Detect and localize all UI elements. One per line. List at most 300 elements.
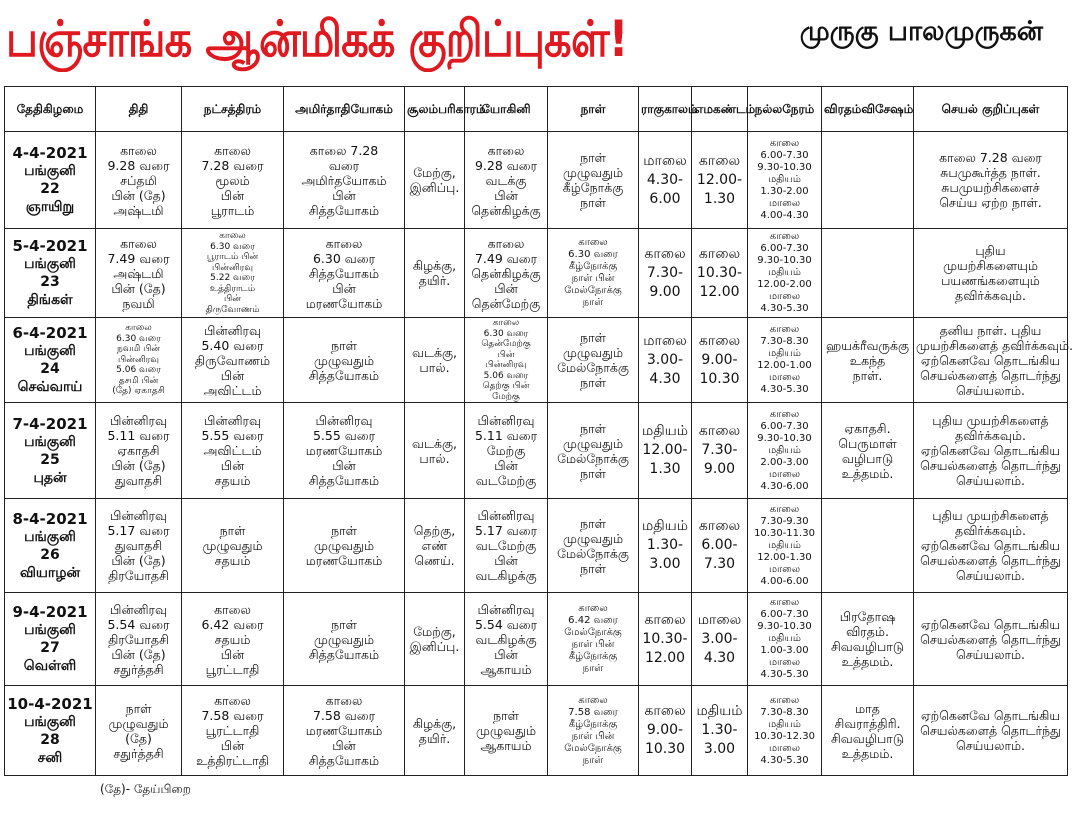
- cell-line: 6.30 வரை: [116, 333, 161, 344]
- cell-line: பூராடம் பின்: [206, 252, 259, 262]
- cell-soolam: [405, 132, 465, 229]
- table-row: [5, 132, 1068, 229]
- cell-star: [182, 593, 284, 686]
- cell-line: 10.30-: [642, 630, 688, 647]
- cell-line: சதயம்: [214, 631, 251, 647]
- cell-line: மாலை: [768, 372, 801, 383]
- cell-line: சதயம்: [214, 473, 251, 488]
- cell-line: சித்தயோகம்: [308, 265, 380, 281]
- cell-line: மேல்நோக்கு: [557, 545, 629, 561]
- cell-line: பின்: [220, 187, 245, 203]
- cell-line: 7.30-8.30: [760, 706, 809, 718]
- author-name: முருகு பாலமுருகன்: [799, 16, 1043, 47]
- cell-line: காலை: [120, 142, 157, 158]
- cell-line: மேற்கு: [486, 443, 526, 458]
- cell-thithi: [96, 499, 182, 593]
- cell-rahu: [639, 499, 692, 593]
- cell-line: சித்தயோகம்: [308, 202, 380, 218]
- cell-line: பரிகாரம்: [438, 101, 486, 116]
- cell-line: பெருமாள்: [838, 435, 897, 451]
- cell-line: 4.30-6.00: [760, 480, 809, 492]
- cell-line: பூரட்டாதி: [205, 723, 260, 738]
- cell-line: விரதம்: [824, 101, 862, 116]
- cell-line: முழுவதும்: [313, 538, 375, 553]
- header-seyal: [914, 87, 1068, 132]
- cell-line: திதி: [128, 101, 149, 116]
- cell-line: காலை: [219, 231, 246, 241]
- cell-line: 1.00-3.00: [760, 645, 809, 656]
- cell-line: காலை: [769, 324, 800, 335]
- cell-line: சித்தயோகம்: [308, 473, 380, 488]
- cell-line: காலை: [214, 142, 251, 158]
- header-naal: [548, 87, 639, 132]
- cell-line: திரயோதசி: [108, 631, 169, 647]
- cell-line: 28: [40, 731, 60, 748]
- cell-soolam: [405, 403, 465, 499]
- cell-line: தவிர்க்கவும்.: [955, 428, 1026, 443]
- cell-line: காலை: [487, 142, 525, 158]
- cell-line: மதியம்: [768, 633, 801, 644]
- cell-line: பின்னிரவு: [204, 322, 261, 338]
- cell-line: தனிய நாள். புதிய: [939, 322, 1042, 338]
- cell-yogini: [465, 403, 548, 499]
- cell-line: ஏகாதசி: [117, 443, 160, 458]
- cell-line: காலை: [769, 138, 800, 149]
- cell-line: 27: [40, 640, 60, 656]
- cell-rahu: [639, 593, 692, 686]
- cell-yogam: [284, 499, 405, 593]
- cell-line: 24: [40, 361, 60, 377]
- panchangam-table: [4, 86, 1073, 776]
- cell-line: நல்ல: [754, 101, 783, 116]
- cell-line: பங்குனி: [24, 713, 76, 730]
- cell-line: தசமி பின்: [118, 375, 159, 386]
- cell-line: பங்குனி: [24, 256, 76, 272]
- cell-line: திருவோணம்: [194, 352, 271, 368]
- cell-line: எண்: [421, 538, 448, 553]
- cell-yogam: [284, 593, 405, 686]
- cell-viradham: [822, 499, 914, 593]
- cell-line: 25: [40, 451, 60, 468]
- cell-line: எம: [694, 101, 714, 116]
- cell-line: ஏற்கெனவே தொடங்கிய: [920, 352, 1061, 368]
- cell-line: காலை: [698, 152, 741, 169]
- cell-yogini: [465, 132, 548, 229]
- header-nalla: [748, 87, 822, 132]
- cell-star: [182, 132, 284, 229]
- cell-line: தவிர்க்கவும்.: [955, 523, 1026, 538]
- cell-line: பின்னிரவு: [110, 508, 167, 523]
- cell-line: பங்குனி: [24, 622, 76, 638]
- cell-line: மதியம்: [768, 539, 801, 551]
- cell-line: நாள் பின்: [571, 273, 615, 284]
- cell-line: பங்குனி: [24, 433, 76, 450]
- cell-line: தென்மேற்கு: [481, 339, 531, 349]
- cell-line: 4.30-5.30: [760, 669, 809, 680]
- cell-line: காலை: [644, 611, 686, 628]
- cell-line: 1.30-: [701, 722, 738, 738]
- cell-line: காலை: [698, 332, 741, 349]
- cell-line: 12.00-1.00: [757, 360, 812, 371]
- cell-line: 6.42 வரை: [201, 616, 264, 632]
- cell-line: 26: [40, 546, 60, 563]
- cell-line: தவிர்க்கவும்.: [955, 288, 1026, 303]
- cell-line: மதியம்: [768, 267, 801, 278]
- cell-line: பின் (தே): [111, 553, 166, 568]
- cell-line: தெற்கு பின்: [482, 381, 530, 391]
- cell-line: மதியம்: [641, 423, 688, 439]
- cell-line: மதியம்: [641, 518, 688, 534]
- cell-line: மாலை: [768, 198, 801, 209]
- cell-line: செயல்களைத் தொடர்ந்து: [920, 631, 1061, 647]
- cell-line: 6.00-: [701, 537, 738, 553]
- cell-line: மதியம்: [768, 718, 801, 730]
- cell-star: [182, 499, 284, 593]
- cell-line: மரணயோகம்: [305, 295, 383, 311]
- cell-line: மாலை: [697, 611, 742, 628]
- cell-line: 9.00: [703, 461, 736, 477]
- cell-line: 12.00-2.00: [757, 279, 812, 290]
- cell-seyal: [914, 593, 1068, 686]
- cell-yogini: [465, 499, 548, 593]
- cell-line: மேல்நோக்கு: [564, 627, 622, 638]
- cell-seyal: [914, 229, 1068, 318]
- cell-line: 7.28 வரை: [201, 157, 264, 173]
- cell-line: செயல்களைத் தொடர்ந்து: [920, 723, 1061, 738]
- cell-line: பங்குனி: [24, 343, 76, 359]
- cell-line: தெற்கு,: [413, 523, 456, 538]
- cell-line: சூலம்: [407, 101, 439, 116]
- cell-soolam: [405, 686, 465, 776]
- cell-viradham: [822, 229, 914, 318]
- cell-line: பின்: [494, 458, 518, 473]
- cell-line: ஆகாயம்: [480, 661, 532, 677]
- cell-thithi: [96, 318, 182, 403]
- cell-line: பின்: [220, 738, 245, 753]
- cell-line: 7.49 வரை: [474, 250, 538, 266]
- cell-nalla: [748, 318, 822, 403]
- cell-line: நாள்: [125, 700, 152, 716]
- cell-line: மேற்கு,: [413, 624, 456, 639]
- cell-line: பின்: [494, 646, 518, 662]
- cell-date: [5, 686, 96, 776]
- cell-nalla: [748, 403, 822, 499]
- cell-naal: [548, 593, 639, 686]
- cell-line: 9.30-10.30: [757, 432, 812, 444]
- cell-line: மதியம்: [768, 348, 801, 359]
- cell-line: சிவராத்திரி.: [834, 715, 901, 731]
- cell-line: செய்யலாம்.: [955, 473, 1026, 488]
- cell-line: கீழ்நோக்கு: [568, 261, 618, 272]
- cell-yogini: [465, 686, 548, 776]
- cell-line: 6.00: [649, 190, 681, 207]
- cell-line: ணெய்.: [414, 553, 455, 568]
- cell-line: துவாதசி: [114, 473, 163, 488]
- cell-thithi: [96, 132, 182, 229]
- cell-line: 9-4-2021: [12, 603, 88, 621]
- cell-line: தயிர்.: [418, 730, 451, 746]
- page-header: [0, 0, 1071, 82]
- cell-line: 7-4-2021: [12, 414, 88, 433]
- cell-line: 10.30-12.30: [754, 730, 815, 742]
- cell-line: நாள்: [580, 330, 606, 345]
- cell-line: மேல்நோக்கு: [564, 285, 622, 296]
- cell-line: 7.30-8.30: [760, 336, 809, 347]
- cell-line: 10.30-11.30: [754, 527, 815, 539]
- cell-rahu: [639, 132, 692, 229]
- cell-line: பின்னிரவு: [477, 508, 535, 523]
- cell-line: ஏற்கெனவே தொடங்கிய: [920, 443, 1061, 458]
- cell-line: பின்னிரவு: [485, 360, 527, 370]
- cell-line: நாள்: [580, 420, 606, 436]
- cell-line: நாள்: [331, 616, 357, 632]
- header-soolam: [405, 87, 486, 132]
- cell-nalla: [748, 229, 822, 318]
- cell-line: தேதி: [16, 101, 43, 116]
- cell-line: நவமி பின்: [116, 344, 161, 355]
- cell-line: பின்: [494, 187, 518, 203]
- cell-line: பிரதோஷ: [839, 609, 896, 624]
- cell-line: மரணயோகம்: [305, 553, 383, 568]
- cell-seyal: [914, 686, 1068, 776]
- cell-line: 7.58 வரை: [312, 708, 376, 723]
- cell-line: பின்னிரவு: [315, 413, 373, 428]
- cell-line: பங்குனி: [24, 528, 76, 545]
- cell-ema: [692, 318, 748, 403]
- cell-line: உத்தமம்.: [841, 745, 894, 761]
- cell-line: பின்: [494, 553, 518, 568]
- cell-line: செவ்வாய்: [17, 379, 83, 395]
- cell-line: 1.30: [703, 190, 736, 207]
- cell-line: சனி: [37, 749, 63, 766]
- cell-date: [5, 229, 96, 318]
- cell-line: காலை: [769, 231, 800, 242]
- cell-line: மரணயோகம்: [305, 723, 383, 738]
- cell-line: 4.00-6.00: [760, 575, 809, 587]
- cell-line: வியாழன்: [19, 564, 81, 581]
- cell-line: நேரம்: [782, 101, 815, 116]
- cell-line: நாள்.: [852, 367, 883, 383]
- cell-ema: [692, 403, 748, 499]
- cell-line: 1.30: [649, 461, 681, 477]
- cell-line: கிழக்கு,: [412, 715, 457, 731]
- cell-date: [5, 132, 96, 229]
- cell-line: வடமேற்கு: [475, 538, 537, 553]
- cell-line: 6.30 வரை: [210, 241, 255, 252]
- cell-nalla: [748, 686, 822, 776]
- cell-line: உத்தமம்.: [841, 654, 894, 669]
- cell-line: வடக்கு: [485, 172, 527, 188]
- cell-line: நாள்: [219, 523, 246, 538]
- cell-thithi: [96, 229, 182, 318]
- cell-line: மேல்நோக்கு: [557, 450, 629, 466]
- cell-line: 3.00: [703, 741, 736, 757]
- cell-line: கீழ்நோக்கு: [568, 718, 618, 730]
- cell-line: 22: [40, 181, 60, 197]
- cell-line: பின்னிரவு: [477, 413, 535, 428]
- cell-soolam: [405, 318, 465, 403]
- cell-line: பின்னிரவு: [477, 601, 535, 617]
- cell-nalla: [748, 132, 822, 229]
- cell-line: புதிய முயற்சிகளைத்: [932, 508, 1049, 523]
- cell-line: 9.00-: [646, 722, 684, 738]
- cell-line: 4.30-5.30: [760, 754, 809, 766]
- cell-line: காலை: [325, 693, 363, 708]
- cell-line: அவிட்டம்: [203, 443, 262, 458]
- cell-line: 9.28 வரை: [474, 157, 538, 173]
- cell-line: 4.30: [703, 649, 736, 666]
- cell-line: நாள்: [580, 195, 606, 210]
- cell-line: வடக்கு,: [412, 435, 457, 451]
- cell-line: 6.30 வரை: [483, 328, 529, 339]
- cell-line: அமிர்தயோகம்: [301, 172, 387, 188]
- cell-line: பின்: [220, 458, 245, 473]
- cell-line: 10-4-2021: [7, 694, 93, 713]
- cell-line: கண்டம்: [713, 101, 756, 116]
- cell-line: நாள்: [580, 150, 606, 165]
- cell-line: உகந்த: [849, 352, 886, 368]
- header-viradham: [822, 87, 914, 132]
- cell-viradham: [822, 686, 914, 776]
- cell-line: முழுவதும்: [562, 530, 624, 546]
- cell-yogini: [465, 229, 548, 318]
- cell-line: முழுவதும்: [313, 631, 375, 647]
- cell-line: மாலை: [768, 291, 801, 302]
- cell-line: மேல்நோக்கு: [557, 360, 629, 375]
- cell-line: 9.30-10.30: [757, 255, 812, 266]
- cell-line: செய்யலாம்.: [955, 568, 1026, 583]
- cell-seyal: [914, 499, 1068, 593]
- cell-line: 5.11 வரை: [474, 428, 538, 443]
- cell-line: வடகிழக்கு: [475, 568, 537, 583]
- cell-line: 6.00-7.30: [760, 609, 809, 620]
- cell-line: பின்: [332, 458, 356, 473]
- cell-line: 3.00-: [701, 630, 738, 647]
- cell-naal: [548, 132, 639, 229]
- cell-line: காலை: [769, 694, 800, 706]
- cell-line: முழுவதும்: [313, 352, 375, 368]
- cell-line: காலை 7.28: [309, 142, 379, 158]
- cell-line: புதிய: [975, 243, 1006, 258]
- table-row: [5, 593, 1068, 686]
- cell-line: திருவோணம்: [205, 304, 260, 315]
- header-yogam: [284, 87, 405, 132]
- cell-line: ஏற்கெனவே தொடங்கிய: [920, 538, 1061, 553]
- cell-line: மதியம்: [768, 444, 801, 456]
- cell-line: சித்தயோகம்: [308, 646, 380, 662]
- cell-line: சப்தமி: [120, 172, 157, 188]
- cell-line: 9.30-10.30: [757, 621, 812, 632]
- cell-line: அஷ்டமி: [113, 265, 164, 281]
- cell-line: முழுவதும்: [562, 345, 624, 360]
- cell-line: நாள்: [582, 754, 604, 766]
- cell-line: காலை: [698, 518, 741, 534]
- cell-line: நாள் பின்: [571, 639, 615, 650]
- cell-line: பூராடம்: [210, 202, 255, 218]
- cell-line: 9.30-10.30: [757, 162, 812, 173]
- footnote: (தே)- தேய்பிறை: [100, 782, 191, 796]
- cell-line: 4.30: [649, 370, 681, 387]
- header-row: [5, 87, 1068, 132]
- cell-line: 4.30-5.30: [760, 303, 809, 314]
- cell-line: 1.30-: [646, 537, 684, 553]
- cell-line: (தே): [125, 730, 152, 746]
- cell-line: புதிய முயற்சிகளைத்: [932, 413, 1049, 428]
- cell-line: 12.00: [644, 649, 686, 666]
- cell-yogam: [284, 403, 405, 499]
- cell-thithi: [96, 593, 182, 686]
- cell-line: பின்: [332, 280, 356, 296]
- cell-line: 5.22 வரை: [210, 273, 255, 283]
- cell-line: பின் (தே): [111, 646, 166, 662]
- cell-line: கிழக்கு,: [412, 258, 457, 273]
- header-star: [182, 87, 284, 132]
- cell-line: நாள்: [493, 708, 519, 723]
- table-row: [5, 403, 1068, 499]
- cell-line: சதயம்: [214, 553, 251, 568]
- cell-line: முழுவதும்: [108, 715, 169, 731]
- cell-line: சுபமுயற்சிகளைச்: [941, 180, 1040, 195]
- cell-line: காலை: [325, 235, 363, 251]
- cell-line: (தே) ஏகாதசி: [112, 386, 165, 397]
- cell-line: 12.00-: [642, 442, 688, 458]
- cell-line: பின்னிரவு: [204, 413, 261, 428]
- cell-line: 5.55 வரை: [312, 428, 376, 443]
- cell-line: மேற்கு: [492, 391, 520, 402]
- cell-line: பின்: [494, 280, 518, 296]
- cell-line: நாள் பின்: [571, 730, 615, 742]
- cell-line: 7.58 வரை: [201, 708, 264, 723]
- cell-line: மரணயோகம்: [305, 443, 383, 458]
- cell-line: மாலை: [643, 332, 687, 349]
- cell-soolam: [405, 593, 465, 686]
- header-date: [5, 87, 96, 132]
- cell-line: காலை: [578, 237, 608, 248]
- cell-line: சதுர்த்தசி: [113, 661, 164, 677]
- header-ema: [692, 87, 756, 132]
- cell-line: வடகிழக்கு: [475, 631, 537, 647]
- cell-naal: [548, 499, 639, 593]
- cell-line: அமிர்தாதி: [295, 101, 351, 116]
- cell-line: பின்: [332, 187, 356, 203]
- cell-line: வரை: [328, 157, 360, 173]
- cell-line: மாத: [855, 700, 880, 716]
- cell-line: ஞாயிறு: [25, 199, 75, 215]
- cell-line: பின்: [220, 646, 245, 662]
- cell-line: 23: [40, 274, 60, 290]
- cell-line: பின்: [224, 294, 241, 304]
- cell-line: முழுவதும்: [562, 165, 624, 180]
- cell-yogam: [284, 318, 405, 403]
- cell-line: 5.17 வரை: [474, 523, 538, 538]
- cell-line: சித்தயோகம்: [308, 367, 380, 383]
- cell-line: 9.28 வரை: [107, 157, 170, 173]
- cell-line: திங்கள்: [27, 292, 73, 308]
- page-title: பஞ்சாங்க ஆன்மிகக் குறிப்புகள்!: [6, 10, 628, 68]
- cell-line: பயணங்களையும்: [941, 273, 1040, 288]
- cell-soolam: [405, 499, 465, 593]
- cell-ema: [692, 686, 748, 776]
- cell-line: உத்தமம்.: [841, 465, 894, 481]
- cell-line: 12.00-1.30: [757, 551, 812, 563]
- cell-line: பின்னிரவு: [110, 413, 167, 428]
- cell-yogam: [284, 229, 405, 318]
- cell-line: உத்திரட்டாதி: [196, 753, 269, 768]
- cell-seyal: [914, 132, 1068, 229]
- cell-line: காலை: [698, 245, 741, 262]
- cell-rahu: [639, 229, 692, 318]
- cell-line: செயல்களைத் தொடர்ந்து: [920, 458, 1061, 473]
